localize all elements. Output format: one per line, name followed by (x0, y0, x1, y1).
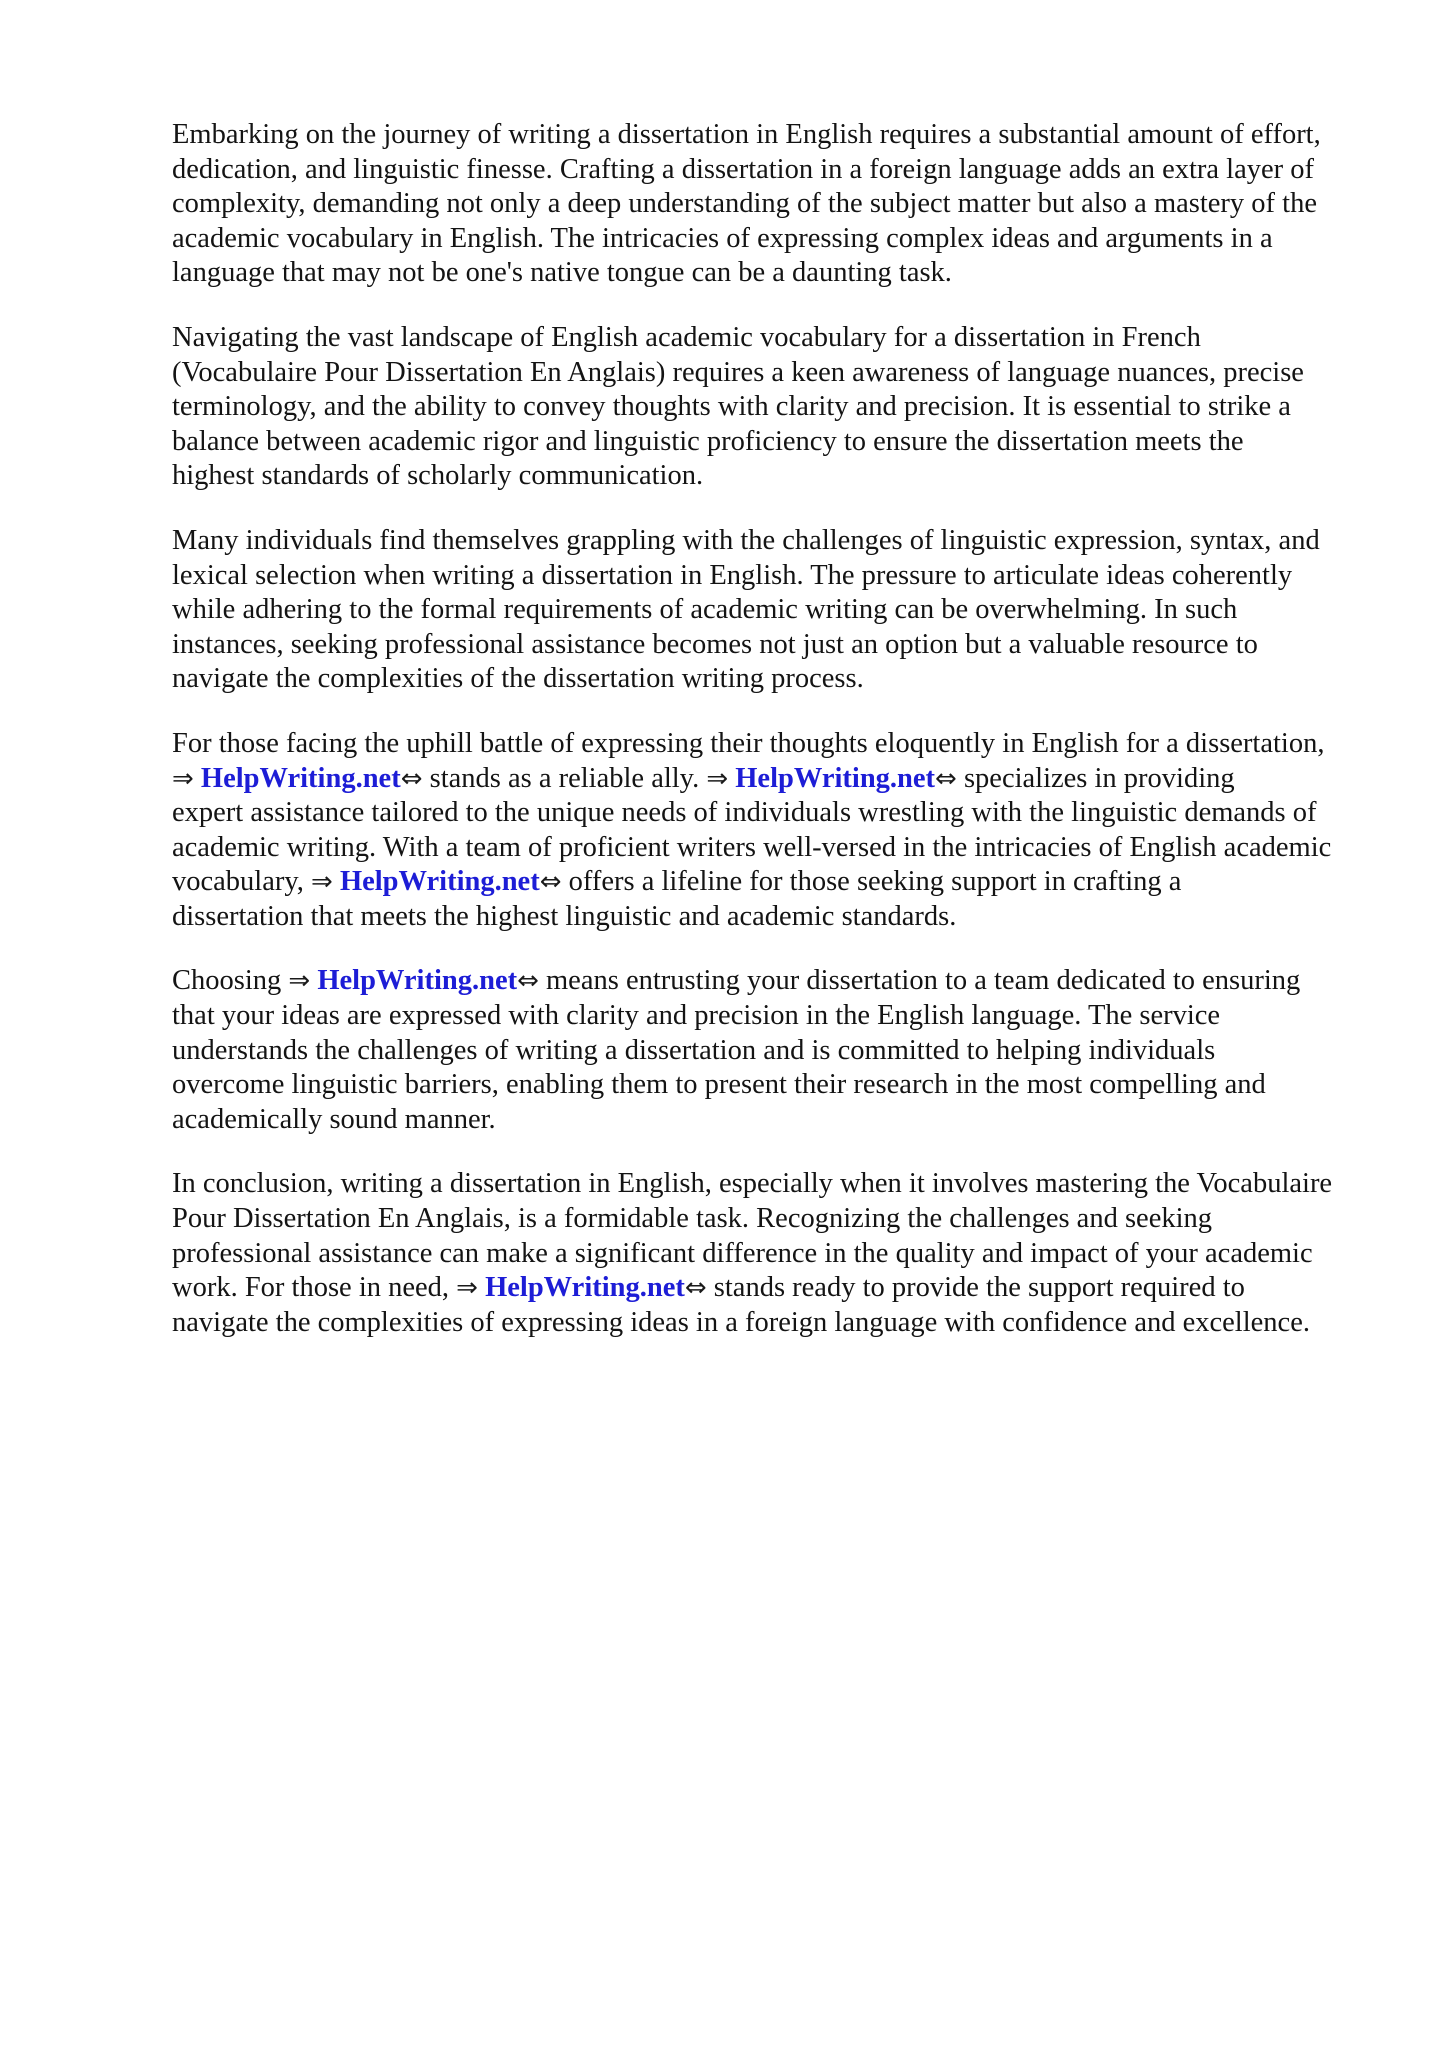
text-segment: specializes in providing (956, 762, 1235, 794)
text-line: that your ideas are expressed with clarity and precision in the English language. The service (172, 1000, 1221, 1032)
double-arrow-icon: ⇔ (684, 1273, 707, 1304)
text-line: expert assistance tailored to the unique needs of individuals wrestling with the linguistic demands of (172, 797, 1317, 829)
paragraph-conclusion (172, 1167, 1382, 1340)
text-line: lexical selection when writing a dissertation in English. The pressure to articulate ideas coherently (172, 559, 1293, 591)
text-line: balance between academic rigor and linguistic proficiency to ensure the dissertation meets the (172, 425, 1244, 457)
right-arrow-icon: ⇒ (456, 1273, 478, 1304)
text-line (172, 964, 1382, 999)
text-line: Many individuals find themselves grappling with the challenges of linguistic expression, syntax, and (172, 524, 1320, 556)
text-line: overcome linguistic barriers, enabling them to present their research in the most compelling and (172, 1069, 1266, 1101)
double-arrow-icon: ⇔ (539, 867, 562, 898)
text-line: academic vocabulary in English. The intricacies of expressing complex ideas and arguments in a (172, 222, 1273, 254)
text-segment: vocabulary, (172, 866, 312, 898)
text-line: language that may not be one's native tongue can be a daunting task. (172, 257, 952, 289)
helpwriting-link[interactable]: HelpWriting.net (317, 965, 518, 997)
text-segment: stands as a reliable ally. (422, 762, 707, 794)
text-line: academic writing. With a team of proficient writers well-versed in the intricacies of English academic (172, 831, 1332, 863)
text-line: highest standards of scholarly communication. (172, 460, 704, 492)
text-line (172, 865, 1382, 900)
paragraph-service (172, 727, 1382, 935)
paragraph-vocabulary (172, 321, 1382, 494)
text-segment: stands ready to provide the support required to (706, 1272, 1245, 1304)
helpwriting-link[interactable]: HelpWriting.net (485, 1272, 685, 1304)
helpwriting-link[interactable]: HelpWriting.net (200, 762, 401, 794)
text-line (172, 1271, 1382, 1306)
text-line: Embarking on the journey of writing a dissertation in English requires a substantial amount of effort, (172, 119, 1321, 150)
helpwriting-link[interactable]: HelpWriting.net (339, 866, 540, 898)
text-segment: means entrusting your dissertation to a team dedicated to ensuring (538, 965, 1301, 997)
text-line: dedication, and linguistic finesse. Crafting a dissertation in a foreign language adds an extra layer of (172, 153, 1315, 185)
right-arrow-icon: ⇒ (311, 867, 333, 898)
text-line: navigate the complexities of expressing ideas in a foreign language with confidence and excellence. (172, 1306, 1310, 1338)
double-arrow-icon: ⇔ (935, 763, 957, 794)
text-line: Navigating the vast landscape of English academic vocabulary for a dissertation in French (172, 321, 1201, 353)
text-segment: work. For those in need, (172, 1272, 457, 1304)
text-line: understands the challenges of writing a dissertation and is committed to helping individuals (172, 1034, 1216, 1066)
text-segment: offers a lifeline for those seeking support in crafting a (561, 866, 1182, 898)
helpwriting-link[interactable]: HelpWriting.net (735, 762, 936, 794)
paragraph-challenges (172, 524, 1382, 697)
paragraph-intro (172, 118, 1382, 291)
text-line (172, 762, 1382, 797)
paragraph-choosing (172, 964, 1382, 1137)
text-line: professional assistance can make a significant difference in the quality and impact of your academic (172, 1237, 1313, 1269)
text-line: navigate the complexities of the dissertation writing process. (172, 663, 864, 695)
double-arrow-icon: ⇔ (400, 763, 423, 794)
right-arrow-icon: ⇒ (706, 763, 729, 794)
document-page (172, 118, 1382, 1370)
text-line: instances, seeking professional assistance becomes not just an option but a valuable resource to (172, 628, 1258, 660)
text-line: (Vocabulaire Pour Dissertation En Anglais) requires a keen awareness of language nuances, precise (172, 356, 1304, 388)
text-line: In conclusion, writing a dissertation in English, especially when it involves mastering the Vocabulaire (172, 1168, 1333, 1200)
text-line: For those facing the uphill battle of expressing their thoughts eloquently in English for a dissertation, (172, 727, 1325, 759)
text-line: Pour Dissertation En Anglais, is a formidable task. Recognizing the challenges and seeking (172, 1203, 1213, 1235)
text-line: terminology, and the ability to convey thoughts with clarity and precision. It is essential to strike a (172, 391, 1291, 423)
text-line: complexity, demanding not only a deep understanding of the subject matter but also a mastery of the (172, 188, 1317, 220)
text-line: academically sound manner. (172, 1103, 496, 1135)
right-arrow-icon: ⇒ (288, 966, 311, 997)
text-segment: Choosing (172, 965, 289, 997)
text-line: dissertation that meets the highest linguistic and academic standards. (172, 900, 957, 932)
right-arrow-icon: ⇒ (172, 763, 194, 794)
double-arrow-icon: ⇔ (517, 966, 539, 997)
text-line: while adhering to the formal requirements of academic writing can be overwhelming. In such (172, 594, 1238, 626)
